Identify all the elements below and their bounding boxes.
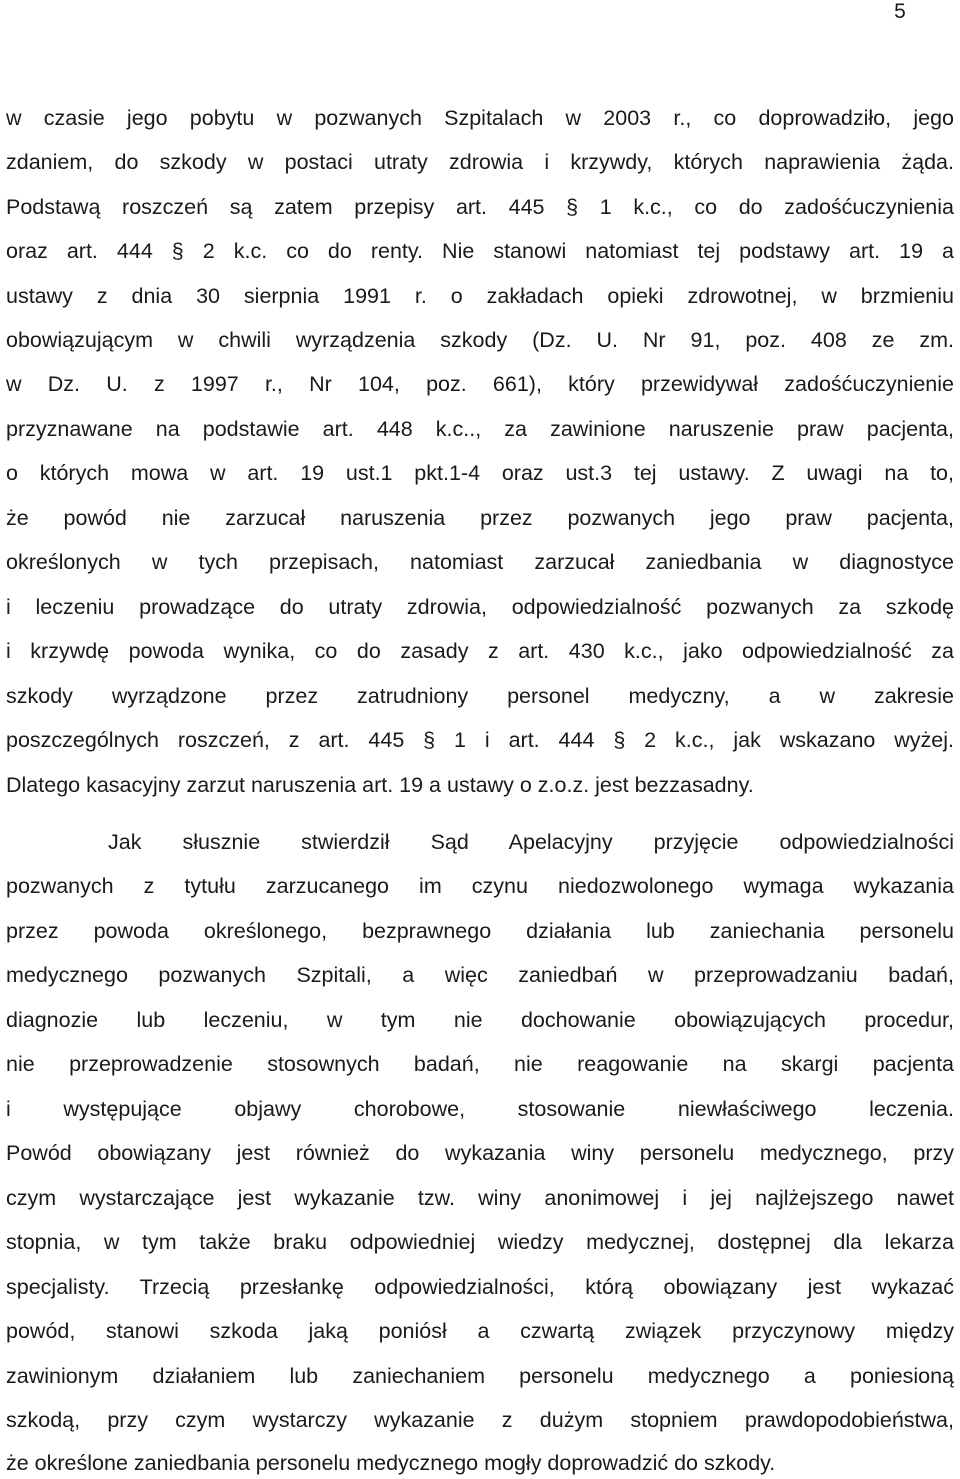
text-line: szkodą, przy czym wystarczy wykazanie z dużym stopniem prawdopodobieństwa, [6, 1408, 954, 1432]
text-line: stopnia, w tym także braku odpowiedniej wiedzy medycznej, dostępnej dla lekarza [6, 1230, 954, 1254]
text-line: poszczególnych roszczeń, z art. 445 § 1 i art. 444 § 2 k.c., jak wskazano wyżej. [6, 728, 954, 752]
text-line: Jak słusznie stwierdził Sąd Apelacyjny przyjęcie odpowiedzialności [108, 830, 954, 854]
text-line: w Dz. U. z 1997 r., Nr 104, poz. 661), który przewidywał zadośćuczynienie [6, 372, 954, 396]
text-line: Powód obowiązany jest również do wykazania winy personelu medycznego, przy [6, 1141, 954, 1165]
text-line: w czasie jego pobytu w pozwanych Szpitalach w 2003 r., co doprowadziło, jego [6, 106, 954, 130]
text-line: że powód nie zarzucał naruszenia przez pozwanych jego praw pacjenta, [6, 506, 954, 530]
text-line: oraz art. 444 § 2 k.c. co do renty. Nie stanowi natomiast tej podstawy art. 19 a [6, 239, 954, 263]
text-line: zdaniem, do szkody w postaci utraty zdrowia i krzywdy, których naprawienia żąda. [6, 150, 954, 174]
text-line: czym wystarczające jest wykazanie tzw. winy anonimowej i jej najlżejszego nawet [6, 1186, 954, 1210]
text-line: określonych w tych przepisach, natomiast zarzucał zaniedbania w diagnostyce [6, 550, 954, 574]
text-line: i występujące objawy chorobowe, stosowanie niewłaściwego leczenia. [6, 1097, 954, 1121]
text-line: i leczeniu prowadzące do utraty zdrowia, odpowiedzialność pozwanych za szkodę [6, 595, 954, 619]
text-line: ustawy z dnia 30 sierpnia 1991 r. o zakładach opieki zdrowotnej, w brzmieniu [6, 284, 954, 308]
text-line: szkody wyrządzone przez zatrudniony personel medyczny, a w zakresie [6, 684, 954, 708]
text-line: specjalisty. Trzecią przesłankę odpowiedzialności, którą obowiązany jest wykazać [6, 1275, 954, 1299]
text-line: Podstawą roszczeń są zatem przepisy art. 445 § 1 k.c., co do zadośćuczynienia [6, 195, 954, 219]
page-number: 5 [894, 0, 906, 23]
text-line: powód, stanowi szkoda jaką poniósł a czwartą związek przyczynowy między [6, 1319, 954, 1343]
text-line: zawinionym działaniem lub zaniechaniem personelu medycznego a poniesioną [6, 1364, 954, 1388]
text-line: przez powoda określonego, bezprawnego działania lub zaniechania personelu [6, 919, 954, 943]
text-line: medycznego pozwanych Szpitali, a więc zaniedbań w przeprowadzaniu badań, [6, 963, 954, 987]
text-line: i krzywdę powoda wynika, co do zasady z art. 430 k.c., jako odpowiedzialność za [6, 639, 954, 663]
text-line: diagnozie lub leczeniu, w tym nie dochowanie obowiązujących procedur, [6, 1008, 954, 1032]
text-line: że określone zaniedbania personelu medycznego mogły doprowadzić do szkody. [6, 1451, 776, 1475]
text-line: przyznawane na podstawie art. 448 k.c.., za zawinione naruszenie praw pacjenta, [6, 417, 954, 441]
text-line: nie przeprowadzenie stosownych badań, nie reagowanie na skargi pacjenta [6, 1052, 954, 1076]
text-line: o których mowa w art. 19 ust.1 pkt.1-4 oraz ust.3 tej ustawy. Z uwagi na to, [6, 461, 954, 485]
text-line: Dlatego kasacyjny zarzut naruszenia art. 19 a ustawy o z.o.z. jest bezzasadny. [6, 773, 754, 797]
text-line: obowiązującym w chwili wyrządzenia szkody (Dz. U. Nr 91, poz. 408 ze zm. [6, 328, 954, 352]
text-line: pozwanych z tytułu zarzucanego im czynu niedozwolonego wymaga wykazania [6, 874, 954, 898]
